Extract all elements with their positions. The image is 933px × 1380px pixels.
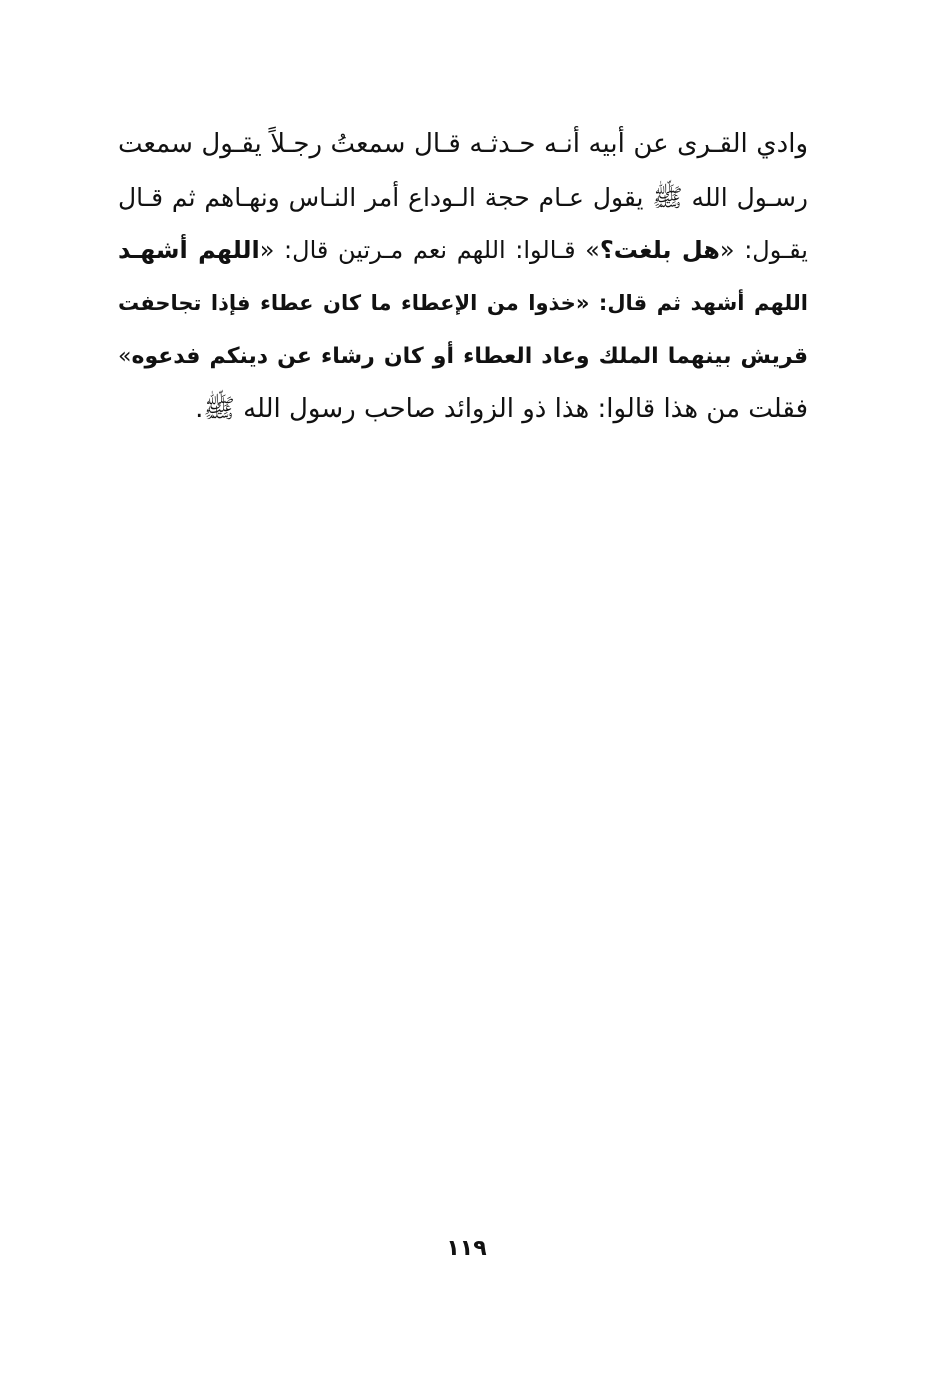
quote-segment: قريش بينهما الملك وعاد العطاء أو كان رشاء عن دينكم فدعوه <box>131 344 808 369</box>
text-line <box>118 277 808 330</box>
quote-segment: اللهم أشهـد <box>118 236 260 264</box>
text-segment: ثم قال: « <box>575 291 691 315</box>
quote-segment: اللهم أشهد <box>690 291 808 315</box>
text-line <box>118 330 808 383</box>
text-segment: يقـول: « <box>719 236 808 264</box>
text-line <box>118 224 808 277</box>
page-number: ١١٩ <box>446 1236 487 1261</box>
text-segment: » <box>118 344 132 369</box>
quote-segment: خذوا من الإعطاء ما كان عطاء فإذا تجاحفت <box>118 291 576 315</box>
text-segment: » قـالوا: اللهم نعم مـرتين قال: « <box>259 236 600 264</box>
body-text <box>118 118 808 436</box>
quote-segment: هل بلغت؟ <box>599 236 720 264</box>
text-line <box>118 383 808 436</box>
text-segment: وادي القـرى عن أبيه أنـه حـدثـه قـال سمعتُ رجـلاً يقـول سمعت <box>118 129 808 159</box>
text-line <box>118 171 808 224</box>
text-segment: رسـول الله ﷺ يقول عـام حجة الـوداع أمر النـاس ونهـاهم ثم قـال <box>118 183 808 212</box>
text-segment: فقلت من هذا قالوا: هذا ذو الزوائد صاحب رسول الله ﷺ. <box>195 394 808 424</box>
text-line <box>118 118 808 171</box>
